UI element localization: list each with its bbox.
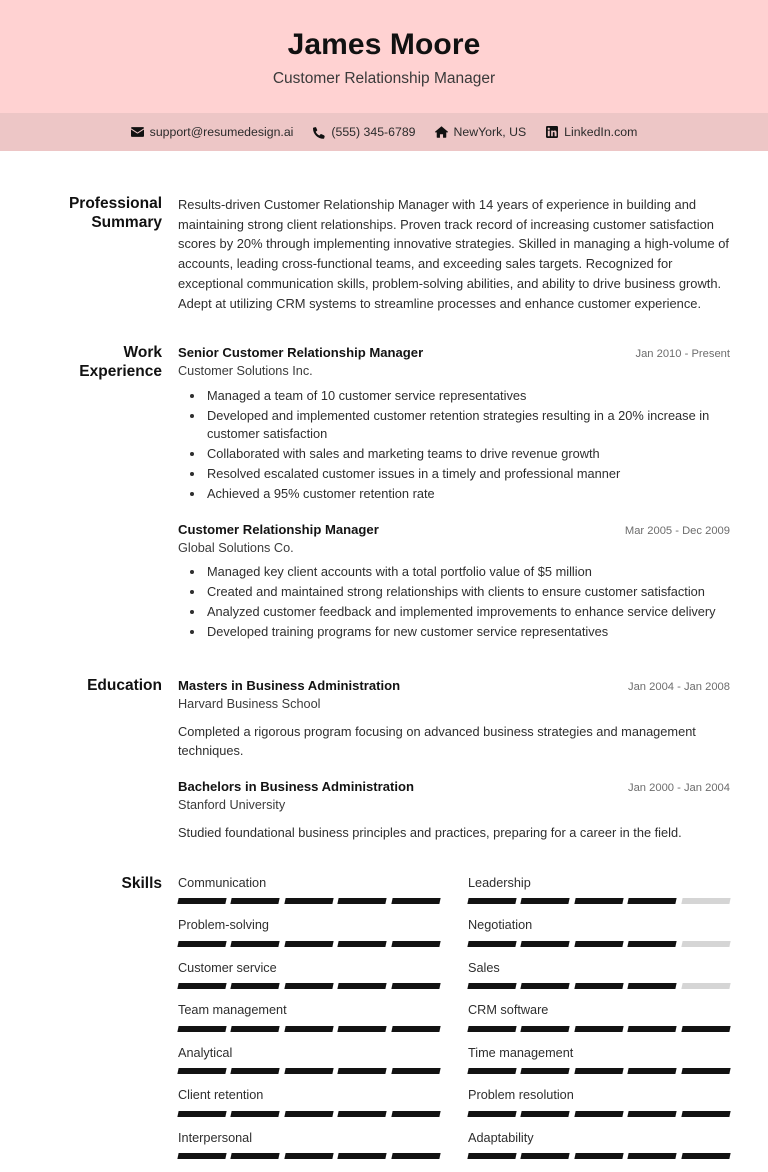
skill-level-bar — [468, 1153, 730, 1159]
skill-level-segment — [177, 1068, 227, 1074]
skill-level-segment — [628, 941, 678, 947]
entry-bullet: • Developed and implemented customer retention strategies resulting in a 20% increase in customer satisfaction — [205, 407, 730, 445]
skill-item — [178, 1130, 440, 1172]
skill-level-segment — [574, 1111, 624, 1117]
skill-level-segment — [521, 1111, 571, 1117]
skill-level-segment — [574, 983, 624, 989]
skill-level-segment — [284, 1111, 334, 1117]
resume-header-banner — [0, 0, 768, 113]
skill-item — [468, 1130, 730, 1172]
skill-level-segment — [681, 1026, 731, 1032]
entry-bullet: • Resolved escalated customer issues in a timely and professional manner — [205, 465, 730, 484]
skill-item — [468, 1002, 730, 1045]
summary-paragraph: Results-driven Customer Relationship Manager with 14 years of experience in building and maintaining strong client relationships. Proven track record of increasing customer satisfaction scores by 20% through implementing innovative strategies. Skilled in managing a high-volume of accounts, leading cross-functional teams, and exceeding sales targets. Recognized for exceptional communication skills, problem-solving abilities, and ability to drive business growth. Adept at utilizing CRM systems to streamline processes and enhance customer experience. — [178, 197, 730, 311]
skill-item — [178, 1002, 440, 1045]
skill-level-segment — [574, 1026, 624, 1032]
entry-bullet: • Managed a team of 10 customer service representatives — [205, 387, 730, 406]
skill-name: Communication — [178, 875, 267, 890]
education-body — [178, 677, 730, 842]
skill-item — [178, 875, 440, 918]
skill-level-segment — [628, 1111, 678, 1117]
experience-entry — [178, 344, 730, 504]
entry-date-range: Jan 2004 - Jan 2008 — [627, 681, 730, 694]
skill-level-segment — [284, 983, 334, 989]
skill-level-bar — [468, 1026, 730, 1032]
skill-level-bar — [178, 898, 440, 904]
skill-level-bar — [178, 983, 440, 989]
skill-item — [178, 1087, 440, 1130]
entry-organization: Global Solutions Co. — [178, 541, 294, 556]
skill-item — [468, 917, 730, 960]
skill-level-segment — [628, 983, 678, 989]
skill-level-segment — [231, 1153, 281, 1159]
entry-organization: Stanford University — [178, 797, 286, 812]
section-work-experience — [38, 344, 730, 643]
skill-name: Team management — [178, 1003, 287, 1018]
skill-level-bar — [178, 1026, 440, 1032]
skill-level-segment — [467, 941, 517, 947]
contact-item-home[interactable] — [435, 125, 527, 139]
entry-title: Customer Relationship Manager — [178, 522, 379, 538]
entry-title: Bachelors in Business Administration — [178, 778, 414, 794]
skill-level-segment — [391, 1153, 441, 1159]
skill-level-segment — [338, 1111, 388, 1117]
entry-bullet: • Analyzed customer feedback and implemented improvements to enhance service delivery — [205, 603, 730, 622]
entry-title: Senior Customer Relationship Manager — [178, 345, 424, 361]
skill-level-segment — [628, 1068, 678, 1074]
entry-date-range: Mar 2005 - Dec 2009 — [624, 525, 730, 538]
skill-level-bar — [468, 1111, 730, 1117]
entry-bullet: • Achieved a 95% customer retention rate — [205, 485, 730, 504]
skill-name: Problem resolution — [468, 1088, 574, 1103]
skills-body — [178, 875, 730, 1172]
skill-level-segment — [521, 1068, 571, 1074]
skill-level-segment — [467, 1153, 517, 1159]
skill-name: Time management — [468, 1045, 574, 1060]
skill-item — [178, 917, 440, 960]
skill-item — [178, 960, 440, 1003]
skill-item — [468, 960, 730, 1003]
skill-level-segment — [681, 898, 731, 904]
skill-level-segment — [681, 941, 731, 947]
skill-level-segment — [467, 898, 517, 904]
skill-level-segment — [177, 1153, 227, 1159]
section-education — [38, 677, 730, 842]
skill-level-segment — [467, 1111, 517, 1117]
envelope-icon — [131, 126, 144, 139]
candidate-job-title: Customer Relationship Manager — [272, 70, 496, 88]
skill-level-segment — [391, 1068, 441, 1074]
skill-level-segment — [467, 1068, 517, 1074]
skill-level-segment — [681, 1111, 731, 1117]
skill-level-segment — [231, 941, 281, 947]
skill-level-segment — [338, 1153, 388, 1159]
section-skills — [38, 875, 730, 1172]
entry-date-range: Jan 2010 - Present — [635, 348, 730, 361]
skill-level-segment — [231, 1026, 281, 1032]
skill-name: Sales — [468, 960, 500, 975]
entry-title: Masters in Business Administration — [178, 678, 401, 694]
skill-name: Customer service — [178, 960, 277, 975]
skill-level-segment — [177, 1026, 227, 1032]
skill-level-segment — [231, 1111, 281, 1117]
skill-level-segment — [391, 898, 441, 904]
entry-bullet-list — [178, 563, 730, 642]
skill-level-segment — [391, 941, 441, 947]
skill-level-segment — [521, 941, 571, 947]
skill-level-bar — [178, 1153, 440, 1159]
contact-bar — [0, 113, 768, 151]
skill-name: Interpersonal — [178, 1130, 253, 1145]
skill-level-segment — [628, 898, 678, 904]
skills-grid — [178, 875, 730, 1172]
contact-text: NewYork, US — [453, 125, 527, 139]
candidate-name: James Moore — [287, 27, 481, 61]
entry-bullet: • Collaborated with sales and marketing teams to drive revenue growth — [205, 445, 730, 464]
skill-level-segment — [391, 1026, 441, 1032]
skill-level-segment — [521, 898, 571, 904]
skill-level-segment — [338, 941, 388, 947]
experience-entry — [178, 521, 730, 642]
education-entry — [178, 677, 730, 761]
experience-body — [178, 344, 730, 643]
entry-description: Studied foundational business principles and practices, preparing for a career in the field. — [178, 824, 682, 840]
entry-bullet-list — [178, 387, 730, 505]
skill-level-segment — [574, 1153, 624, 1159]
skill-level-segment — [574, 1068, 624, 1074]
skill-level-segment — [338, 1068, 388, 1074]
skill-level-segment — [681, 983, 731, 989]
skill-name: Client retention — [178, 1088, 264, 1103]
entry-bullet: • Managed key client accounts with a total portfolio value of $5 million — [205, 563, 730, 582]
skill-level-bar — [468, 1068, 730, 1074]
entry-organization: Harvard Business School — [178, 697, 321, 712]
skill-level-segment — [574, 898, 624, 904]
summary-body — [178, 195, 730, 313]
entry-bullet: • Created and maintained strong relationships with clients to ensure customer satisfaction — [205, 583, 730, 602]
skill-item — [178, 1045, 440, 1088]
skill-item — [468, 875, 730, 918]
skill-level-segment — [177, 941, 227, 947]
skill-level-segment — [284, 1026, 334, 1032]
skill-level-segment — [467, 1026, 517, 1032]
skill-level-segment — [284, 1068, 334, 1074]
skill-name: Negotiation — [468, 918, 533, 933]
resume-body — [0, 195, 768, 1172]
skill-level-segment — [391, 1111, 441, 1117]
entry-date-range: Jan 2000 - Jan 2004 — [627, 781, 730, 794]
section-heading-experience: Work Experience — [79, 344, 162, 381]
skill-name: Adaptability — [468, 1130, 534, 1145]
skill-name: Analytical — [178, 1045, 233, 1060]
skill-level-segment — [231, 898, 281, 904]
entry-header-row — [178, 521, 730, 538]
skill-level-bar — [468, 941, 730, 947]
skill-level-bar — [178, 941, 440, 947]
skill-level-segment — [681, 1068, 731, 1074]
skill-level-segment — [231, 983, 281, 989]
home-icon — [435, 126, 448, 139]
skill-level-segment — [284, 1153, 334, 1159]
skill-level-segment — [177, 898, 227, 904]
section-professional-summary — [38, 195, 730, 313]
contact-text: support@resumedesign.ai — [149, 125, 294, 139]
entry-header-row — [178, 677, 730, 694]
linkedin-icon — [545, 126, 558, 139]
skill-item — [468, 1087, 730, 1130]
contact-item-phone[interactable] — [312, 125, 415, 139]
entry-description: Completed a rigorous program focusing on advanced business strategies and management techniques. — [178, 724, 696, 759]
skill-level-segment — [391, 983, 441, 989]
skill-level-segment — [574, 941, 624, 947]
skill-level-bar — [178, 1068, 440, 1074]
skill-level-segment — [628, 1026, 678, 1032]
skill-name: Problem-solving — [178, 918, 269, 933]
skill-level-segment — [467, 983, 517, 989]
skill-level-bar — [468, 983, 730, 989]
skill-level-bar — [468, 898, 730, 904]
section-heading-summary: Professional Summary — [68, 195, 162, 231]
phone-icon — [312, 126, 325, 139]
contact-item-envelope[interactable] — [131, 125, 294, 139]
skill-level-segment — [231, 1068, 281, 1074]
contact-text: LinkedIn.com — [564, 125, 638, 139]
skill-level-segment — [521, 983, 571, 989]
contact-item-linkedin[interactable] — [545, 125, 637, 139]
skill-level-segment — [338, 898, 388, 904]
section-heading-skills: Skills — [121, 874, 162, 892]
skill-level-segment — [284, 898, 334, 904]
skill-level-segment — [338, 983, 388, 989]
education-entry — [178, 778, 730, 842]
contact-text: (555) 345-6789 — [331, 125, 416, 139]
skill-level-segment — [284, 941, 334, 947]
skill-level-segment — [338, 1026, 388, 1032]
entry-organization: Customer Solutions Inc. — [178, 364, 313, 379]
skill-name: Leadership — [468, 875, 531, 890]
skill-name: CRM software — [468, 1003, 549, 1018]
skill-level-bar — [178, 1111, 440, 1117]
entry-header-row — [178, 344, 730, 361]
skill-level-segment — [177, 1111, 227, 1117]
skill-level-segment — [177, 983, 227, 989]
skill-level-segment — [628, 1153, 678, 1159]
entry-bullet: • Developed training programs for new customer service representatives — [205, 623, 730, 642]
skill-level-segment — [521, 1153, 571, 1159]
skill-level-segment — [521, 1026, 571, 1032]
skill-item — [468, 1045, 730, 1088]
skill-level-segment — [681, 1153, 731, 1159]
entry-header-row — [178, 778, 730, 795]
section-heading-education: Education — [87, 677, 162, 695]
